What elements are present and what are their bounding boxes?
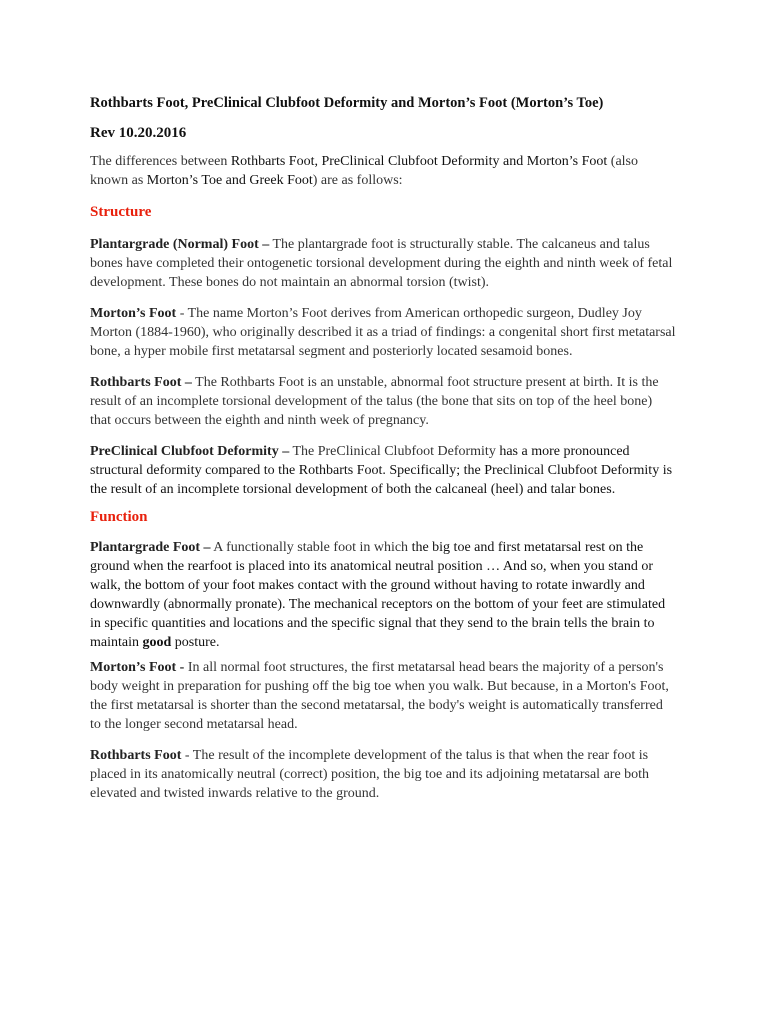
term-label: Plantargrade (Normal) Foot – bbox=[90, 237, 270, 252]
term-label: Plantargrade Foot – bbox=[90, 540, 211, 555]
paragraph-text: The plantargrade foot is structurally stable. The calcaneus and talus bones have completed their ontogenetic torsional development during the eighth and ninth week of fetal development. These bones do not maintain an abnormal torsion (twist). bbox=[90, 237, 673, 290]
paragraph-structure-plantargrade bbox=[90, 235, 676, 292]
term-label: Rothbarts Foot – bbox=[90, 375, 192, 390]
intro-text: ) are as follows: bbox=[312, 173, 403, 188]
intro-aliases: Morton’s Toe and Greek Foot bbox=[146, 173, 313, 188]
paragraph-function-rothbarts bbox=[90, 746, 676, 803]
paragraph-structure-morton bbox=[90, 304, 676, 361]
paragraph-structure-rothbarts bbox=[90, 373, 676, 430]
paragraph-function-morton bbox=[90, 658, 676, 734]
intro-text: (also known as bbox=[90, 154, 638, 188]
paragraph-text: - The name Morton’s Foot derives from American orthopedic surgeon, Dudley Joy Morton (1884-1960), who originally described it as a triad of findings: a congenital short first metatarsal bone, a hyper mobile first metatarsal segment and posteriorly located sesamoid bones. bbox=[90, 306, 676, 359]
paragraph-text: The Rothbarts Foot is an unstable, abnormal foot structure present at birth. It is the result of an incomplete torsional development of the talus (the bone that sits on top of the heel bone) that occurs between the eighth and ninth week of pregnancy. bbox=[90, 375, 659, 428]
term-label: Morton’s Foot - bbox=[90, 660, 185, 675]
intro-text: The differences between bbox=[90, 154, 231, 169]
paragraph-text: - The result of the incomplete development of the talus is that when the rear foot is placed in its anatomically neutral (correct) position, the big toe and its adjoining metatarsal are both elevated and twisted inwards relative to the ground. bbox=[90, 748, 650, 801]
paragraph-text: The PreClinical Clubfoot Deformity bbox=[289, 444, 500, 459]
term-label: Morton’s Foot bbox=[90, 306, 177, 321]
intro-paragraph bbox=[90, 152, 676, 190]
section-heading-structure: Structure bbox=[90, 204, 152, 220]
section-heading-function: Function bbox=[90, 509, 148, 525]
term-label: PreClinical Clubfoot Deformity – bbox=[90, 444, 290, 459]
term-label: Rothbarts Foot bbox=[90, 748, 182, 763]
paragraph-text: the big toe and first metatarsal rest on the ground when the rearfoot is placed into its anatomical neutral position … And so, when you stand or walk, the bottom of your foot makes contact with the ground without having to rotate inwardly and downwardly (abnormally pronate). The mechanical receptors on the bottom of your feet are stimulated in specific quantities and locations and the specific signal that they send to the brain tells the brain to maintain bbox=[90, 540, 666, 650]
revision-label: Rev 10.20.2016 bbox=[90, 125, 187, 141]
paragraph-text: A functionally stable foot in which bbox=[210, 540, 412, 555]
paragraph-text: posture. bbox=[171, 635, 220, 650]
intro-foot-types: Rothbarts Foot, PreClinical Clubfoot Deformity and Morton’s Foot bbox=[230, 154, 608, 169]
emphasis-good: good bbox=[142, 635, 172, 650]
paragraph-function-plantargrade bbox=[90, 538, 676, 652]
paragraph-structure-preclinical bbox=[90, 442, 676, 499]
document-title: Rothbarts Foot, PreClinical Clubfoot Deformity and Morton’s Foot (Morton’s Toe) bbox=[90, 95, 604, 111]
paragraph-text: has a more pronounced structural deformity compared to the Rothbarts Foot. Specifically; the Preclinical Clubfoot Deformity is the result of an incomplete torsional development of both the calcaneal (heel) and talar bones. bbox=[90, 444, 673, 497]
paragraph-text: In all normal foot structures, the first metatarsal head bears the majority of a person's body weight in preparation for pushing off the big toe when you walk. But because, in a Morton's Foot, the first metatarsal is shorter than the second metatarsal, the body's weight is automatically transferred to the longer second metatarsal head. bbox=[90, 660, 669, 732]
